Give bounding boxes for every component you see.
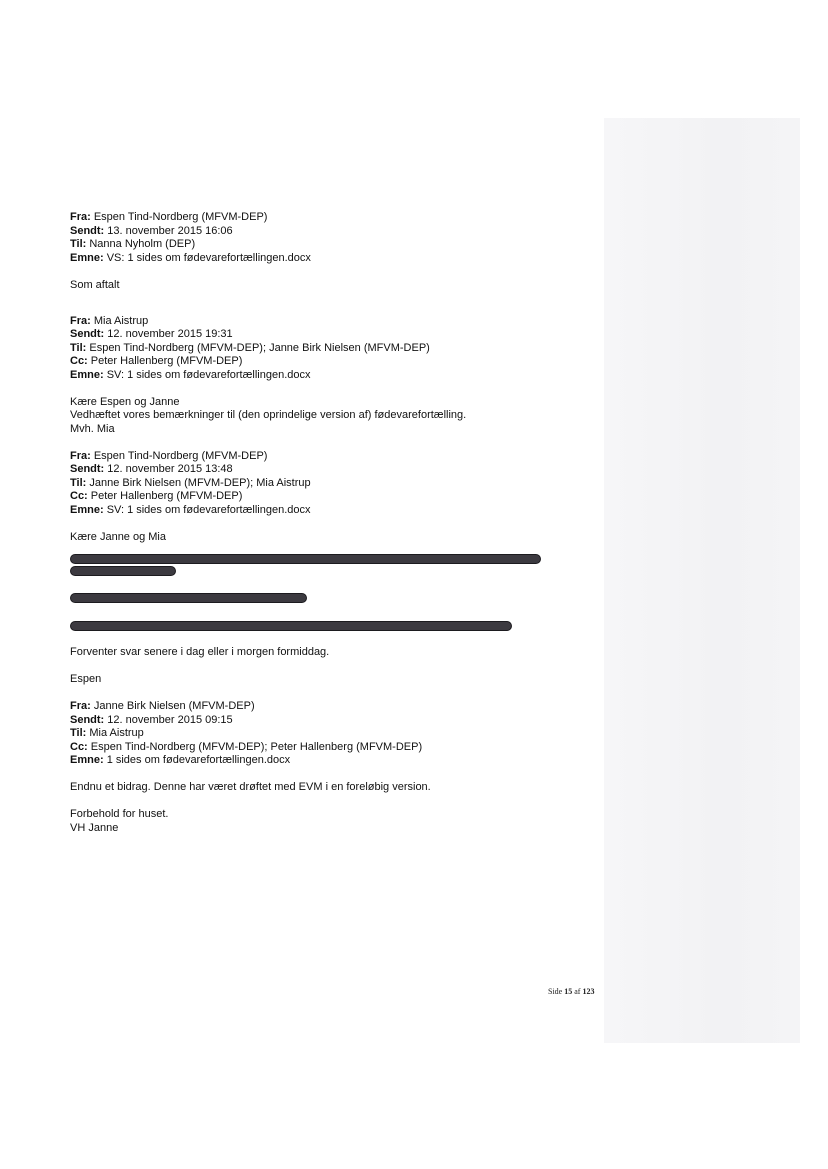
to-value: Janne Birk Nielsen (MFVM-DEP); Mia Aistrup	[89, 476, 311, 489]
cc-value: Espen Tind-Nordberg (MFVM-DEP); Peter Hallenberg (MFVM-DEP)	[90, 740, 423, 753]
email-header-3	[70, 450, 590, 518]
from-line: Fra: Espen Tind-Nordberg (MFVM-DEP)	[70, 211, 268, 223]
cc-line: Cc: Espen Tind-Nordberg (MFVM-DEP); Peter Hallenberg (MFVM-DEP)	[70, 740, 423, 753]
sent-value: 12. november 2015 19:31	[107, 328, 233, 340]
email-body-line: Kære Espen og Janne	[70, 395, 180, 408]
subject-line: Emne: 1 sides om fødevarefortællingen.docx	[70, 754, 291, 766]
email-header-2	[70, 315, 590, 383]
email-thread	[70, 211, 590, 835]
cc-value: Peter Hallenberg (MFVM-DEP)	[90, 355, 243, 367]
sent-value: 13. november 2015 16:06	[107, 224, 233, 237]
email-body-line: Forbehold for huset.	[70, 808, 169, 820]
redaction-bar	[70, 621, 512, 631]
email-signature: Espen	[70, 673, 102, 685]
email-closing: Forventer svar senere i dag eller i morgen formiddag.	[70, 646, 330, 658]
to-line: Til: Espen Tind-Nordberg (MFVM-DEP); Janne Birk Nielsen (MFVM-DEP)	[70, 341, 430, 354]
from-value: Mia Aistrup	[93, 314, 149, 327]
subject-value: VS: 1 sides om fødevarefortællingen.docx	[106, 251, 311, 264]
email-body-line: Mvh. Mia	[70, 422, 115, 435]
subject-value: 1 sides om fødevarefortællingen.docx	[106, 754, 291, 766]
sent-line: Sendt: 12. november 2015 19:31	[70, 328, 233, 340]
email-body-line: VH Janne	[70, 821, 119, 834]
scan-shadow-strip	[604, 118, 800, 1043]
redaction-bar	[70, 593, 307, 603]
to-value: Espen Tind-Nordberg (MFVM-DEP); Janne Birk Nielsen (MFVM-DEP)	[89, 341, 430, 354]
sent-value: 12. november 2015 09:15	[107, 713, 233, 726]
to-value: Nanna Nyholm (DEP)	[89, 238, 196, 250]
cc-value: Peter Hallenberg (MFVM-DEP)	[90, 490, 243, 502]
from-line: Fra: Mia Aistrup	[70, 314, 149, 327]
email-body-1: Som aftalt	[70, 278, 120, 291]
sent-line: Sendt: 12. november 2015 09:15	[70, 713, 233, 726]
sent-value: 12. november 2015 13:48	[107, 463, 233, 475]
subject-line: Emne: SV: 1 sides om fødevarefortællingen.docx	[70, 503, 311, 516]
from-line: Fra: Espen Tind-Nordberg (MFVM-DEP)	[70, 449, 268, 462]
email-body-line: Endnu et bidrag. Denne har været drøftet med EVM i en foreløbig version.	[70, 781, 431, 793]
email-header-4	[70, 700, 590, 768]
sent-line: Sendt: 12. november 2015 13:48	[70, 463, 233, 475]
sent-line: Sendt: 13. november 2015 16:06	[70, 224, 233, 237]
to-value: Mia Aistrup	[89, 727, 144, 739]
redaction-bar	[70, 554, 541, 564]
redaction-bar	[70, 566, 176, 576]
cc-line: Cc: Peter Hallenberg (MFVM-DEP)	[70, 355, 243, 367]
page-number: Side 15 af 123	[548, 987, 595, 996]
from-value: Espen Tind-Nordberg (MFVM-DEP)	[93, 211, 268, 223]
cc-line: Cc: Peter Hallenberg (MFVM-DEP)	[70, 490, 243, 502]
to-line: Til: Janne Birk Nielsen (MFVM-DEP); Mia Aistrup	[70, 476, 311, 489]
subject-value: SV: 1 sides om fødevarefortællingen.docx	[106, 368, 311, 381]
email-greeting: Kære Janne og Mia	[70, 530, 166, 543]
from-line: Fra: Janne Birk Nielsen (MFVM-DEP)	[70, 700, 255, 712]
subject-value: SV: 1 sides om fødevarefortællingen.docx	[106, 503, 311, 516]
email-header-1	[70, 211, 590, 265]
to-line: Til: Mia Aistrup	[70, 727, 144, 739]
from-value: Janne Birk Nielsen (MFVM-DEP)	[93, 700, 255, 712]
subject-line: Emne: VS: 1 sides om fødevarefortællingen.docx	[70, 251, 311, 264]
subject-line: Emne: SV: 1 sides om fødevarefortællingen.docx	[70, 368, 311, 381]
from-value: Espen Tind-Nordberg (MFVM-DEP)	[93, 449, 268, 462]
email-body-line: Vedhæftet vores bemærkninger til (den oprindelige version af) fødevarefortælling.	[70, 409, 467, 421]
to-line: Til: Nanna Nyholm (DEP)	[70, 238, 196, 250]
